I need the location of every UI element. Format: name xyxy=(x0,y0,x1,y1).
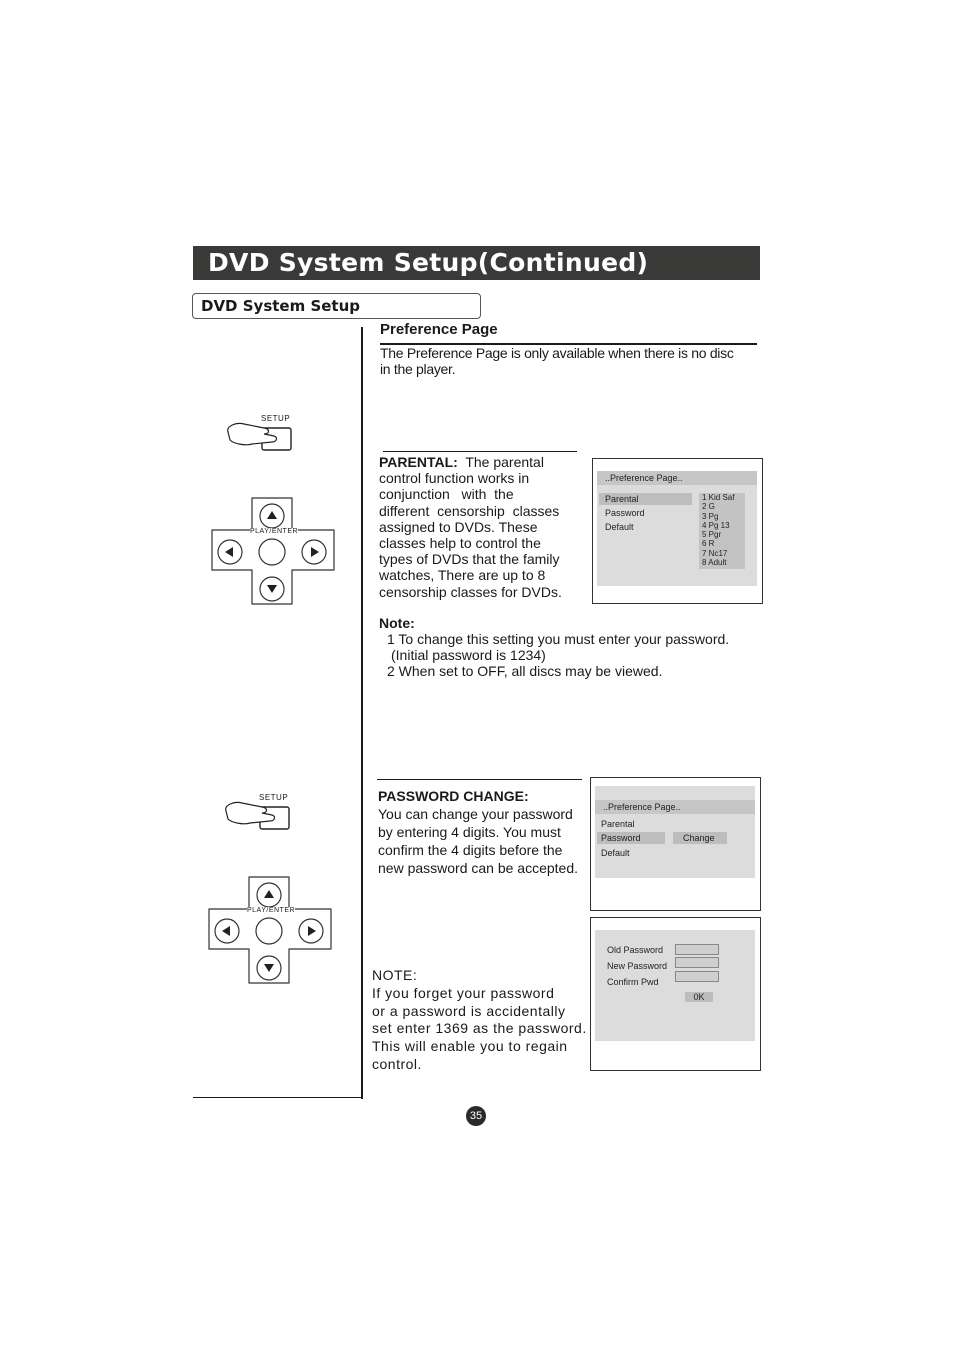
menu-screen-title: ..Preference Page.. xyxy=(595,800,755,814)
parental-menu-screen xyxy=(592,458,763,604)
dpad-illustration xyxy=(210,496,338,608)
setup-label: SETUP xyxy=(261,414,291,423)
note-label: NOTE: xyxy=(372,967,418,983)
rating-option[interactable]: 2 G xyxy=(702,502,715,512)
password-change-label: PASSWORD CHANGE: xyxy=(378,788,529,804)
setup-button-illustration xyxy=(220,791,300,833)
parental-rule xyxy=(383,451,577,452)
menu-item-default[interactable]: Default xyxy=(601,848,630,858)
parental-line: control function works in xyxy=(379,470,530,487)
confirm-password-label: Confirm Pwd xyxy=(607,977,659,987)
note-label: Note: xyxy=(379,615,415,631)
intro-line-1: The Preference Page is only available when there is no disc xyxy=(380,345,734,361)
password-change-line: new password can be accepted. xyxy=(378,860,579,876)
rating-option[interactable]: 4 Pg 13 xyxy=(702,520,730,530)
note-line: This will enable you to regain xyxy=(372,1038,568,1055)
dpad-icon xyxy=(210,496,338,608)
note-block-1 xyxy=(379,615,759,679)
password-entry-screen xyxy=(590,917,761,1071)
password-change-line: You can change your password xyxy=(378,806,573,822)
column-divider xyxy=(361,327,363,1099)
rating-option[interactable]: 8 Adult xyxy=(702,558,727,568)
note-line: (Initial password is 1234) xyxy=(391,647,546,663)
setup-button-illustration xyxy=(222,412,302,454)
rating-option[interactable]: 7 Nc17 xyxy=(702,548,728,558)
rating-option[interactable]: 1 Kid Saf xyxy=(702,493,735,502)
change-button[interactable]: Change xyxy=(673,832,727,844)
rating-option[interactable]: 3 Pg xyxy=(702,511,719,521)
dpad-icon xyxy=(207,875,335,987)
rating-list xyxy=(699,493,745,569)
password-row xyxy=(595,832,755,844)
menu-list xyxy=(599,493,692,533)
parental-line: conjunction with the xyxy=(379,486,514,503)
parental-line: watches, There are up to 8 xyxy=(379,567,546,584)
note-line: 2 When set to OFF, all discs may be viewed. xyxy=(387,663,663,679)
menu-item-default[interactable]: Default xyxy=(605,522,634,532)
parental-line: different censorship classes xyxy=(379,502,560,519)
parental-label: PARENTAL: xyxy=(379,454,458,470)
password-change-line: by entering 4 digits. You must xyxy=(378,824,561,840)
menu-screen-title: ..Preference Page.. xyxy=(597,471,757,485)
play-enter-label: PLAY/ENTER xyxy=(247,907,296,914)
menu-screen-body xyxy=(597,471,757,586)
parental-line: The parental xyxy=(465,454,544,470)
menu-item-parental[interactable]: Parental xyxy=(601,819,635,829)
note-line: If you forget your password xyxy=(372,984,555,1001)
dpad-illustration xyxy=(207,875,335,987)
intro-line-2: in the player. xyxy=(380,361,456,377)
new-password-field[interactable] xyxy=(675,957,719,968)
play-enter-label: PLAY/ENTER xyxy=(250,528,299,535)
password-menu-screen xyxy=(590,777,761,911)
note-line: control. xyxy=(372,1055,422,1072)
menu-screen-body xyxy=(595,786,755,878)
page-number: 35 xyxy=(466,1106,486,1126)
hand-press-icon xyxy=(222,412,302,454)
preference-intro xyxy=(380,345,760,377)
ok-button[interactable]: 0K xyxy=(685,992,713,1002)
note-line: 1 To change this setting you must enter your password. xyxy=(387,631,730,647)
hand-press-icon xyxy=(220,791,300,833)
password-entry-body xyxy=(595,930,755,1041)
password-field-labels xyxy=(607,942,667,990)
parental-line: censorship classes for DVDs. xyxy=(379,583,562,600)
menu-item-password[interactable]: Password xyxy=(605,508,645,518)
note-line: set enter 1369 as the password. xyxy=(372,1020,587,1037)
password-change-paragraph xyxy=(378,787,588,877)
rating-option[interactable]: 5 Pgr xyxy=(702,530,722,540)
setup-label: SETUP xyxy=(259,793,289,802)
new-password-label: New Password xyxy=(607,961,668,971)
menu-item-password[interactable]: Password xyxy=(597,832,665,844)
bottom-rule xyxy=(193,1097,363,1098)
rating-option[interactable]: 6 R xyxy=(702,539,715,549)
parental-line: classes help to control the xyxy=(379,535,541,552)
parental-paragraph xyxy=(379,454,579,600)
menu-item-parental[interactable]: Parental xyxy=(599,493,692,505)
preference-heading: Preference Page xyxy=(380,321,757,345)
confirm-password-field[interactable] xyxy=(675,971,719,982)
password-change-line: confirm the 4 digits before the xyxy=(378,842,563,858)
parental-line: assigned to DVDs. These xyxy=(379,518,538,535)
note-line: or a password is accidentally xyxy=(372,1002,566,1019)
section-tab: DVD System Setup xyxy=(192,293,481,319)
page-title: DVD System Setup(Continued) xyxy=(193,246,760,280)
old-password-field[interactable] xyxy=(675,944,719,955)
old-password-label: Old Password xyxy=(607,945,664,955)
note-block-2 xyxy=(372,967,592,1074)
password-rule xyxy=(377,779,582,780)
menu-list xyxy=(595,818,755,859)
parental-line: types of DVDs that the family xyxy=(379,551,560,568)
